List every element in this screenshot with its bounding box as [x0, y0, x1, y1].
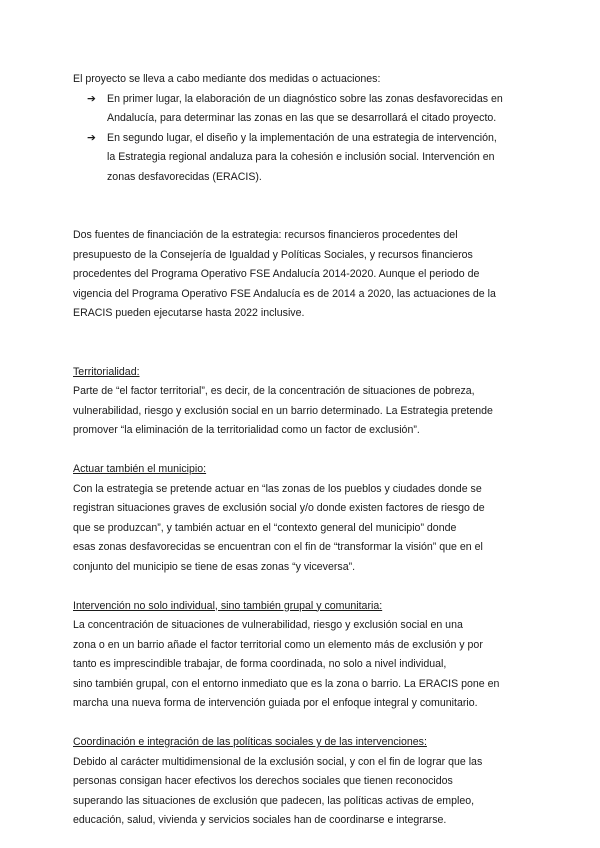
paragraph-line: vulnerabilidad, riesgo y exclusión social en un barrio determinado. La Estrategia pretende — [73, 404, 493, 417]
paragraph-line: personas consigan hacer efectivos los derechos sociales que tienen reconocidos — [73, 775, 453, 787]
paragraph-line: sino también grupal, con el entorno inmediato que es la zona o barrio. La ERACIS pone en — [73, 677, 500, 690]
paragraph-line: vigencia del Programa Operativo FSE Andalucía es de 2014 a 2020, las actuaciones de la — [73, 287, 496, 300]
section-heading: Actuar también el municipio: — [73, 463, 207, 475]
bullet-text-line: Andalucía, para determinar las zonas en las que se desarrollará el citado proyecto. — [107, 112, 497, 124]
paragraph-line: registran situaciones graves de exclusión social y/o donde existen factores de riesgo de — [73, 502, 485, 514]
paragraph-line: educación, salud, vivienda y servicios sociales han de coordinarse e integrarse. — [73, 814, 447, 826]
section-intervencion — [73, 597, 533, 714]
bullet-item — [73, 90, 533, 129]
section-municipio — [73, 460, 533, 577]
section-territorialidad — [73, 363, 533, 441]
paragraph-line: zona o en un barrio añade el factor territorial como un elemento más de exclusión y por — [73, 638, 483, 651]
bullet-text-line: zonas desfavorecidas (ERACIS). — [107, 170, 262, 183]
paragraph-line: que se produzcan”, y también actuar en el “contexto general del municipio” donde — [73, 521, 457, 534]
paragraph-line: Debido al carácter multidimensional de la exclusión social, y con el fin de lograr que las — [73, 755, 483, 768]
arrow-right-icon: ➔ — [87, 92, 96, 105]
paragraph-line: Con la estrategia se pretende actuar en “las zonas de los pueblos y ciudades donde se — [73, 482, 482, 495]
paragraph-line: Parte de “el factor territorial”, es decir, de la concentración de situaciones de pobreza, — [73, 385, 475, 397]
bullet-text-line: En primer lugar, la elaboración de un diagnóstico sobre las zonas desfavorecidas en — [107, 92, 503, 105]
bullet-text-line: En segundo lugar, el diseño y la implementación de una estrategia de intervención, — [107, 131, 497, 144]
financing-paragraph — [73, 226, 533, 324]
arrow-right-icon: ➔ — [87, 131, 96, 144]
document-page — [73, 70, 533, 831]
paragraph-line: La concentración de situaciones de vulnerabilidad, riesgo y exclusión social en una — [73, 619, 463, 631]
paragraph-line: Dos fuentes de financiación de la estrategia: recursos financieros procedentes del — [73, 229, 458, 241]
intro-paragraph: El proyecto se lleva a cabo mediante dos medidas o actuaciones: — [73, 73, 381, 85]
section-heading: Intervención no solo individual, sino también grupal y comunitaria: — [73, 599, 383, 612]
bullet-item — [73, 129, 533, 188]
paragraph-line: presupuesto de la Consejería de Igualdad y Políticas Sociales, y recursos financieros — [73, 248, 473, 261]
paragraph-line: procedentes del Programa Operativo FSE Andalucía 2014-2020. Aunque el periodo de — [73, 268, 480, 280]
paragraph-line: ERACIS pueden ejecutarse hasta 2022 inclusive. — [73, 307, 305, 319]
paragraph-line: promover “la eliminación de la territorialidad como un factor de exclusión”. — [73, 424, 420, 436]
paragraph-line: esas zonas desfavorecidas se encuentran con el fin de “transformar la visión” que en el — [73, 541, 483, 553]
paragraph-line: marcha una nueva forma de intervención guiada por el enfoque integral y comunitario. — [73, 697, 478, 709]
paragraph-line: superando las situaciones de exclusión que padecen, las políticas activas de empleo, — [73, 794, 475, 807]
section-heading: Territorialidad: — [73, 365, 140, 378]
paragraph-line: conjunto del municipio se tiene de esas zonas “y viceversa”. — [73, 560, 356, 573]
section-coordinacion — [73, 733, 533, 831]
paragraph-line: tanto es imprescindible trabajar, de forma coordinada, no solo a nivel individual, — [73, 658, 447, 670]
bullet-text-line: la Estrategia regional andaluza para la cohesión e inclusión social. Intervención en — [107, 151, 495, 163]
section-heading: Coordinación e integración de las políticas sociales y de las intervenciones: — [73, 736, 427, 748]
